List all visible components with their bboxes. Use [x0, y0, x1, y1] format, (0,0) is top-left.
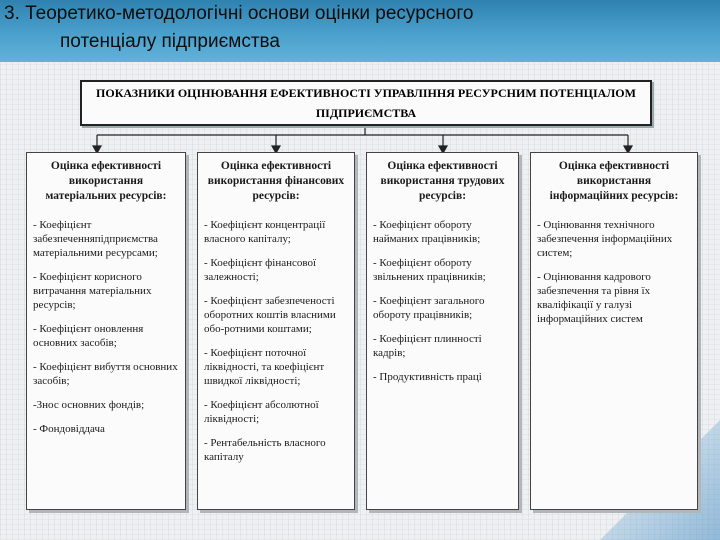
indicator-item: - Продуктивність праці: [373, 371, 482, 383]
indicator-item: - Коефіцієнт забезпеченості оборотних коштів власними обо-ротними коштами;: [204, 295, 336, 335]
column-heading: Оцінка ефективності використання інформаційних ресурсів:: [549, 160, 679, 202]
indicator-item: - Коефіцієнт фінансової залежності;: [204, 257, 317, 283]
slide-title-line-2: потенціалу підприємства: [60, 31, 280, 52]
indicator-item: -Знос основних фондів;: [33, 399, 145, 411]
indicator-item: - Коефіцієнт обороту найманих працівників;: [373, 219, 481, 245]
indicator-item: - Коефіцієнт обороту звільнених працівників;: [373, 257, 486, 283]
diagram-header: ПОКАЗНИКИ ОЦІНЮВАННЯ ЕФЕКТИВНОСТІ УПРАВЛІННЯ РЕСУРСНИМ ПОТЕНЦІАЛОМ ПІДПРИЄМСТВА: [80, 80, 652, 126]
column-labor-resources: [366, 152, 519, 510]
column-information-resources: [530, 152, 698, 510]
indicator-item: - Коефіцієнт плинності кадрів;: [373, 333, 482, 359]
column-material-resources: [26, 152, 186, 510]
column-heading: Оцінка ефективності використання фінансових ресурсів:: [207, 160, 345, 202]
slide-title-line-1: 3. Теоретико-методологічні основи оцінки ресурсного: [4, 3, 474, 24]
indicator-item: - Оцінювання технічного забезпечення інформаційних систем;: [537, 219, 673, 259]
indicator-item: - Коефіцієнт абсолютної ліквідності;: [204, 399, 319, 425]
indicator-item: - Коефіцієнт загального обороту працівників;: [373, 295, 485, 321]
indicator-item: - Коефіцієнт вибуття основних засобів;: [33, 361, 178, 387]
indicator-item: - Коефіцієнт корисного витрачання матеріальних ресурсів;: [33, 271, 152, 311]
column-heading: Оцінка ефективності використання трудових ресурсів:: [380, 160, 505, 202]
indicator-item: - Коефіцієнт поточної ліквідності, та коефіцієнт швидкої ліквідності;: [204, 347, 325, 387]
indicator-item: - Рентабельність власного капіталу: [204, 437, 326, 463]
column-financial-resources: [197, 152, 355, 510]
indicator-item: - Оцінювання кадрового забезпечення та рівня їх кваліфікації у галузі інформаційних систем: [537, 271, 651, 325]
indicator-item: - Фондовіддача: [33, 423, 105, 435]
indicator-item: - Коефіцієнт забезпеченняпідприємства матеріальними ресурсами;: [33, 219, 158, 259]
indicator-item: - Коефіцієнт оновлення основних засобів;: [33, 323, 144, 349]
indicator-item: - Коефіцієнт концентрації власного капіталу;: [204, 219, 326, 245]
column-heading: Оцінка ефективності використання матеріальних ресурсів:: [45, 160, 167, 202]
